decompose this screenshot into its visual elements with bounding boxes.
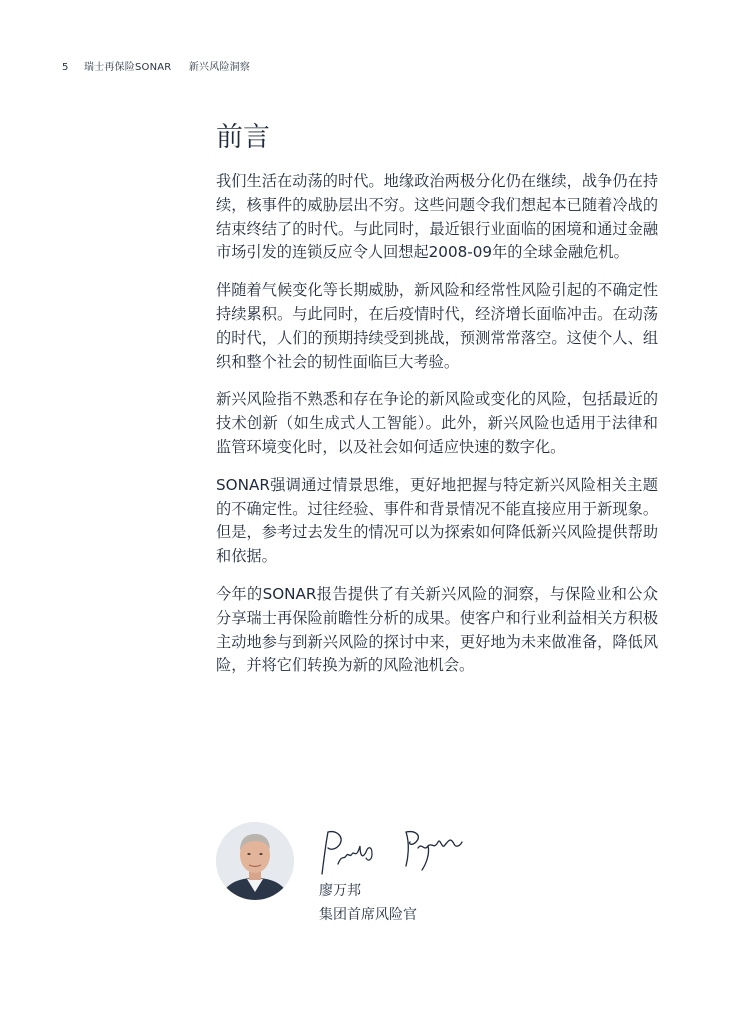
signer-name: 廖万邦 (319, 883, 361, 899)
paragraph-5: 今年的SONAR报告提供了有关新兴风险的洞察，与保险业和公众分享瑞士再保险前瞻性分析的成果。使客户和行业利益相关方积极主动地参与到新兴风险的探讨中来，更好地为未来做准备，降低风险，并将它们转换为新的风险池机会。 (216, 584, 658, 675)
author-portrait (216, 822, 294, 900)
report-name: 瑞士再保险SONAR (83, 62, 172, 73)
section-name: 新兴风险洞察 (188, 62, 251, 73)
handwritten-signature (316, 824, 466, 878)
signoff-block (216, 822, 636, 932)
portrait-image (216, 822, 294, 900)
paragraph-2: 伴随着气候变化等长期威胁，新风险和经常性风险引起的不确定性持续累积。与此同时，在后疫情时代，经济增长面临冲击。在动荡的时代，人们的预期持续受到挑战，预测常常落空。这使个人、组织和整个社会的韧性面临巨大考验。 (216, 281, 658, 371)
paragraph-1: 我们生活在动荡的时代。地缘政治两极分化仍在继续，战争仍在持续，核事件的威胁层出不穷。这些问题令我们想起本已随着冷战的结束终结了的时代。与此同时，最近银行业面临的困境和通过金融市场引发的连锁反应令人回想起2008-09年的全球金融危机。 (216, 172, 658, 262)
page-title: 前言 (216, 122, 270, 153)
paragraph-3: 新兴风险指不熟悉和存在争论的新风险或变化的风险，包括最近的技术创新（如生成式人工智能）。此外，新兴风险也适用于法律和监管环境变化时，以及社会如何适应快速的数字化。 (216, 390, 658, 456)
running-header (62, 58, 250, 73)
signer-title: 集团首席风险官 (319, 907, 417, 923)
paragraph-4: SONAR强调通过情景思维，更好地把握与特定新兴风险相关主题的不确定性。过往经验、事件和背景情况不能直接应用于新现象。但是，参考过去发生的情况可以为探索如何降低新兴风险提供帮助和依据。 (216, 475, 658, 566)
main-content (216, 120, 658, 692)
page-number: 5 (62, 62, 69, 73)
